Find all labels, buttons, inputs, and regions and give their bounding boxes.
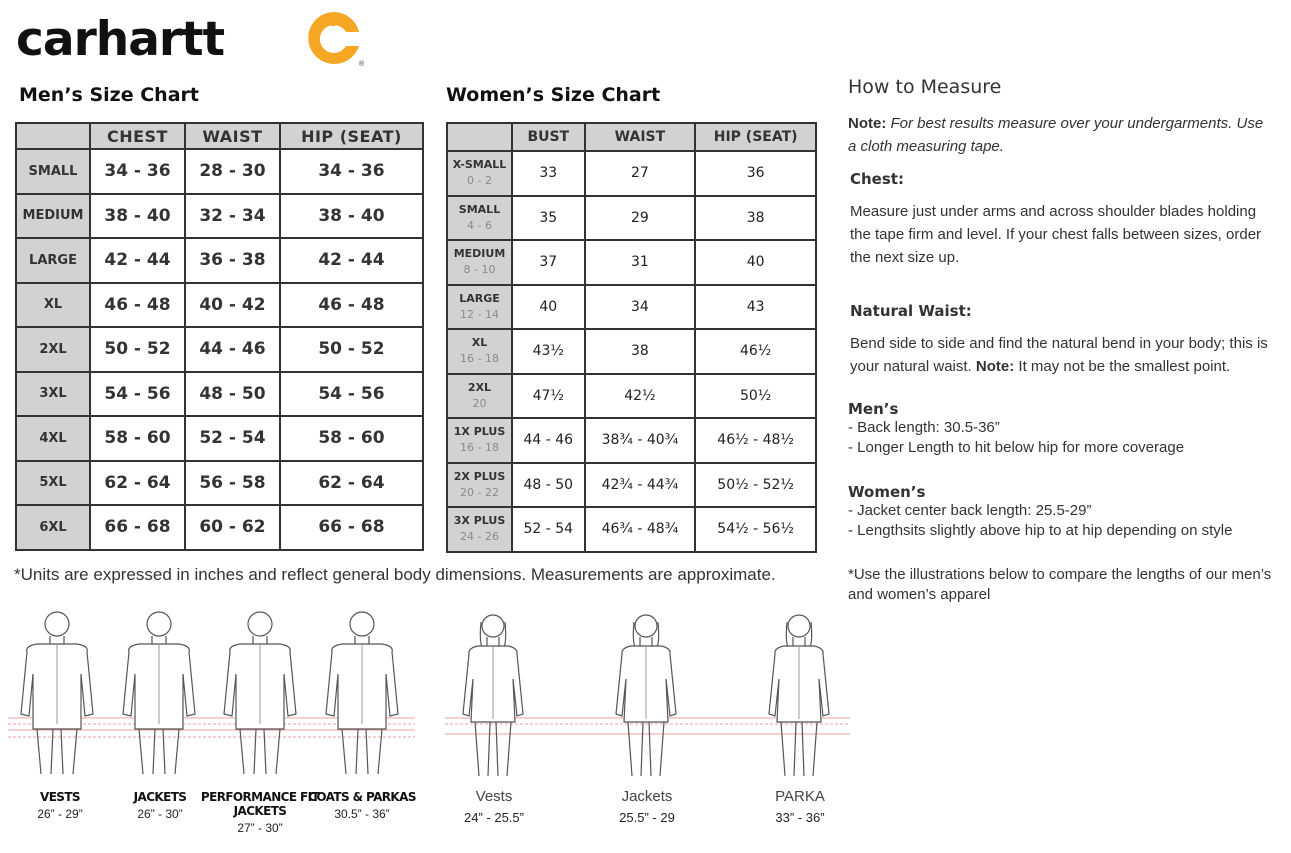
measure-note xyxy=(848,112,1273,158)
womens-size-table xyxy=(446,122,817,553)
carhartt-logo xyxy=(16,10,365,70)
waist-value: 60 - 62 xyxy=(185,505,280,550)
size-name: 2XL xyxy=(467,380,492,394)
size-label xyxy=(447,240,512,285)
hip-value: 46½ xyxy=(695,329,816,374)
hip-value: 54½ - 56½ xyxy=(695,507,816,552)
size-label: XL xyxy=(16,283,90,328)
garment-length-illustrations xyxy=(0,600,860,780)
size-label xyxy=(447,374,512,419)
bust-value: 44 - 46 xyxy=(512,418,585,463)
waist-value: 38¾ - 40¾ xyxy=(585,418,696,463)
chest-instructions: Measure just under arms and across shoulder blades holding the tape firm and level. If your chest falls between sizes, order the next size up. xyxy=(850,203,1262,266)
table-row xyxy=(16,283,423,328)
bust-value: 33 xyxy=(512,151,585,196)
bust-value: 37 xyxy=(512,240,585,285)
size-label: 3XL xyxy=(16,372,90,417)
waist-value: 56 - 58 xyxy=(185,461,280,506)
table-row xyxy=(447,418,816,463)
bust-value: 43½ xyxy=(512,329,585,374)
numeric-size: 12 - 14 xyxy=(460,307,499,321)
chest-heading: Chest: xyxy=(850,170,904,188)
chest-value: 58 - 60 xyxy=(90,416,185,461)
garment-length: 25.5” - 29 xyxy=(619,810,675,825)
hip-value: 46½ - 48½ xyxy=(695,418,816,463)
length-guide-lines xyxy=(8,718,850,737)
garment-length: 26” - 30” xyxy=(137,807,183,821)
garment-name: PARKA xyxy=(775,788,825,805)
hip-value: 50½ - 52½ xyxy=(695,463,816,508)
size-name: X-SMALL xyxy=(452,158,507,172)
garment-name: JACKETS xyxy=(133,790,187,804)
note-text: For best results measure over your undergarments. Use a cloth measuring tape. xyxy=(848,115,1264,155)
numeric-size: 24 - 26 xyxy=(460,530,499,544)
chest-value: 38 - 40 xyxy=(90,194,185,239)
table-row xyxy=(447,285,816,330)
table-row xyxy=(16,416,423,461)
garment-length: 26” - 29” xyxy=(37,807,83,821)
bust-value: 52 - 54 xyxy=(512,507,585,552)
table-row xyxy=(447,374,816,419)
hip-value: 54 - 56 xyxy=(280,372,423,417)
table-row xyxy=(16,149,423,194)
waist-value: 31 xyxy=(585,240,696,285)
mens-vest-figure xyxy=(21,612,93,774)
size-name: XL xyxy=(471,336,488,350)
table-row xyxy=(16,327,423,372)
size-label xyxy=(447,463,512,508)
compare-note: *Use the illustrations below to compare the lengths of our men’s and women’s apparel xyxy=(848,566,1272,603)
garment-length: 30.5” - 36” xyxy=(334,807,390,821)
size-label: 2XL xyxy=(16,327,90,372)
hip-value: 38 xyxy=(695,196,816,241)
list-item: - Jacket center back length: 25.5-29” xyxy=(848,502,1092,519)
bust-value: 48 - 50 xyxy=(512,463,585,508)
womens-vests-label xyxy=(434,788,554,825)
size-name: SMALL xyxy=(458,202,501,216)
waist-value: 36 - 38 xyxy=(185,238,280,283)
numeric-size: 16 - 18 xyxy=(460,441,499,455)
chest-value: 42 - 44 xyxy=(90,238,185,283)
header-waist: WAIST xyxy=(585,123,696,151)
chest-value: 54 - 56 xyxy=(90,372,185,417)
waist-value: 34 xyxy=(585,285,696,330)
bust-value: 40 xyxy=(512,285,585,330)
mens-size-table xyxy=(15,122,424,551)
hip-value: 50 - 52 xyxy=(280,327,423,372)
numeric-size: 8 - 10 xyxy=(463,263,496,277)
garment-name: Jackets xyxy=(621,788,673,805)
size-label: MEDIUM xyxy=(16,194,90,239)
garment-name: VESTS xyxy=(40,790,80,804)
hip-value: 43 xyxy=(695,285,816,330)
header-chest: CHEST xyxy=(90,123,185,149)
womens-jacket-figure xyxy=(616,615,676,776)
size-label xyxy=(447,418,512,463)
table-row xyxy=(16,238,423,283)
how-to-measure-title: How to Measure xyxy=(848,76,1002,98)
mens-jacket-figure xyxy=(123,612,195,774)
waist-note-text: It may not be the smallest point. xyxy=(1018,358,1231,375)
numeric-size: 20 xyxy=(472,396,487,410)
size-name: 1X PLUS xyxy=(453,425,506,439)
table-row xyxy=(16,461,423,506)
table-row xyxy=(16,505,423,550)
hip-value: 58 - 60 xyxy=(280,416,423,461)
garment-name-line2: JACKETS xyxy=(233,804,287,818)
womens-length-heading: Women’s xyxy=(848,483,926,501)
waist-value: 38 xyxy=(585,329,696,374)
garment-name-line1: PERFORMANCE FIT xyxy=(200,790,320,804)
mens-chart-title: Men’s Size Chart xyxy=(19,84,199,106)
waist-value: 40 - 42 xyxy=(185,283,280,328)
waist-value: 27 xyxy=(585,151,696,196)
chest-value: 46 - 48 xyxy=(90,283,185,328)
note-label: Note: xyxy=(848,115,887,132)
table-row xyxy=(447,329,816,374)
hip-value: 36 xyxy=(695,151,816,196)
size-label: 6XL xyxy=(16,505,90,550)
units-footnote: *Units are expressed in inches and reflect general body dimensions. Measurements are approximate. xyxy=(14,565,776,584)
svg-text:®: ® xyxy=(359,61,365,68)
mens-length-heading: Men’s xyxy=(848,400,899,418)
womens-jackets-label xyxy=(587,788,707,825)
hip-value: 46 - 48 xyxy=(280,283,423,328)
size-name: 3X PLUS xyxy=(453,514,506,528)
waist-value: 46¾ - 48¾ xyxy=(585,507,696,552)
chest-value: 66 - 68 xyxy=(90,505,185,550)
size-label: LARGE xyxy=(16,238,90,283)
womens-vest-figure xyxy=(463,615,523,776)
womens-parka-label xyxy=(740,788,860,825)
waist-instructions xyxy=(850,332,1275,378)
bust-value: 35 xyxy=(512,196,585,241)
waist-note-label: Note: xyxy=(975,358,1015,375)
size-name: 2X PLUS xyxy=(453,469,506,483)
list-item: - Longer Length to hit below hip for more coverage xyxy=(848,439,1185,456)
table-header-row xyxy=(447,123,816,151)
table-header-row xyxy=(16,123,423,149)
waist-value: 32 - 34 xyxy=(185,194,280,239)
table-row xyxy=(447,507,816,552)
header-bust: BUST xyxy=(512,123,585,151)
header-waist: WAIST xyxy=(185,123,280,149)
size-name: MEDIUM xyxy=(453,247,506,261)
hip-value: 66 - 68 xyxy=(280,505,423,550)
size-label xyxy=(447,507,512,552)
womens-chart-title: Women’s Size Chart xyxy=(446,84,661,106)
numeric-size: 0 - 2 xyxy=(467,174,492,188)
hip-value: 34 - 36 xyxy=(280,149,423,194)
size-label xyxy=(447,151,512,196)
logo-wordmark: carhartt xyxy=(16,12,225,67)
garment-name: COATS & PARKAS xyxy=(308,790,416,804)
table-row xyxy=(447,240,816,285)
size-label xyxy=(447,285,512,330)
chest-value: 50 - 52 xyxy=(90,327,185,372)
mens-performance-jacket-figure xyxy=(224,612,296,774)
hip-value: 40 xyxy=(695,240,816,285)
size-label xyxy=(447,329,512,374)
table-row xyxy=(16,372,423,417)
carhartt-c-logo-icon xyxy=(301,10,365,68)
table-row xyxy=(447,463,816,508)
header-corner xyxy=(16,123,90,149)
table-row xyxy=(447,151,816,196)
waist-value: 44 - 46 xyxy=(185,327,280,372)
waist-value: 42½ xyxy=(585,374,696,419)
waist-value: 42¾ - 44¾ xyxy=(585,463,696,508)
womens-length-list xyxy=(848,501,1273,541)
garment-name: Vests xyxy=(475,788,513,805)
header-corner xyxy=(447,123,512,151)
natural-waist-heading: Natural Waist: xyxy=(850,302,972,320)
hip-value: 50½ xyxy=(695,374,816,419)
numeric-size: 4 - 6 xyxy=(467,218,492,232)
table-row xyxy=(16,194,423,239)
waist-text: Bend side to side and find the natural bend in your body; this is your natural waist. xyxy=(850,335,1268,375)
waist-value: 48 - 50 xyxy=(185,372,280,417)
numeric-size: 20 - 22 xyxy=(460,485,499,499)
hip-value: 38 - 40 xyxy=(280,194,423,239)
numeric-size: 16 - 18 xyxy=(460,352,499,366)
size-label xyxy=(447,196,512,241)
list-item: - Back length: 30.5-36” xyxy=(848,419,1000,436)
chest-value: 62 - 64 xyxy=(90,461,185,506)
garment-length: 33” - 36” xyxy=(775,810,825,825)
mens-length-list xyxy=(848,418,1273,458)
mens-coats-label xyxy=(302,790,422,821)
waist-value: 52 - 54 xyxy=(185,416,280,461)
mens-coat-figure xyxy=(326,612,398,774)
header-hip: HIP (SEAT) xyxy=(695,123,816,151)
waist-value: 29 xyxy=(585,196,696,241)
size-label: 5XL xyxy=(16,461,90,506)
size-name: LARGE xyxy=(459,291,500,305)
womens-parka-figure xyxy=(769,615,829,776)
bust-value: 47½ xyxy=(512,374,585,419)
garment-length: 27” - 30” xyxy=(237,821,283,835)
hip-value: 62 - 64 xyxy=(280,461,423,506)
chest-value: 34 - 36 xyxy=(90,149,185,194)
garment-length: 24” - 25.5” xyxy=(464,810,524,825)
table-row xyxy=(447,196,816,241)
size-label: SMALL xyxy=(16,149,90,194)
waist-value: 28 - 30 xyxy=(185,149,280,194)
size-label: 4XL xyxy=(16,416,90,461)
header-hip: HIP (SEAT) xyxy=(280,123,423,149)
hip-value: 42 - 44 xyxy=(280,238,423,283)
list-item: - Lengthsits slightly above hip to at hip depending on style xyxy=(848,522,1233,539)
